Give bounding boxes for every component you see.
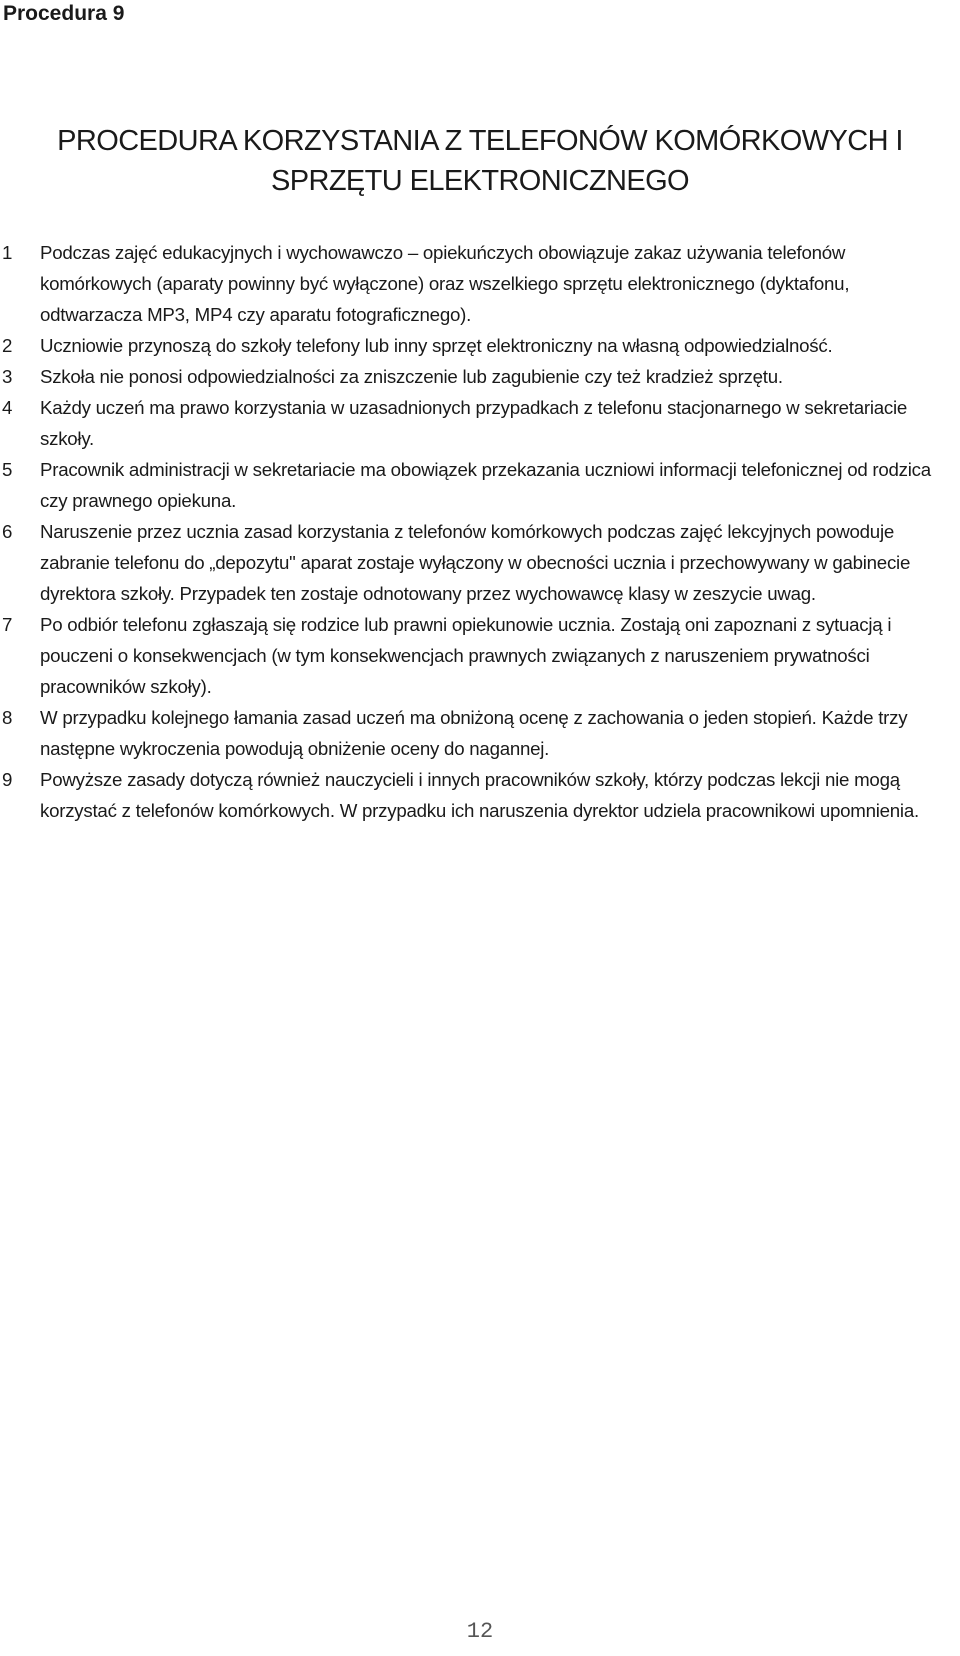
rule-text: Naruszenie przez ucznia zasad korzystania z telefonów komórkowych podczas zajęć lekcyjnych powoduje zabranie telefonu do „depozytu" aparat zostaje wyłączony w obecności ucznia i przechowywany w gabinecie dyrektora szkoły. Przypadek ten zostaje odnotowany przez wychowawcę klasy w zeszycie uwag.: [40, 521, 911, 604]
rule-item: [0, 361, 960, 392]
rule-item: [0, 609, 960, 702]
rule-text: Uczniowie przynoszą do szkoły telefony lub inny sprzęt elektroniczny na własną odpowiedzialność.: [40, 335, 833, 356]
document-title-line-2: SPRZĘTU ELEKTRONICZNEGO: [270, 165, 690, 197]
rule-text: Podczas zajęć edukacyjnych i wychowawczo – opiekuńczych obowiązuje zakaz używania telefonów komórkowych (aparaty powinny być wyłączone) oraz wszelkiego sprzętu elektronicznego (dyktafonu, odtwarzacza MP3, MP4 czy aparatu fotograficznego).: [40, 242, 850, 325]
rule-number: 5: [2, 459, 13, 480]
rule-text: W przypadku kolejnego łamania zasad uczeń ma obniżoną ocenę z zachowania o jeden stopień. Każde trzy następne wykroczenia powodują obniżenie oceny do nagannej.: [40, 707, 908, 759]
document-title: [0, 121, 960, 201]
rule-text: Powyższe zasady dotyczą również nauczycieli i innych pracowników szkoły, którzy podczas lekcji nie mogą korzystać z telefonów komórkowych. W przypadku ich naruszenia dyrektor udziela pracownikowi upomnienia.: [40, 769, 919, 821]
rule-number: 7: [2, 614, 13, 635]
document-title-line-1: PROCEDURA KORZYSTANIA Z TELEFONÓW KOMÓRKOWYCH I: [57, 125, 903, 157]
rule-number: 1: [2, 242, 13, 263]
rule-number: 4: [2, 397, 13, 418]
rule-text: Szkoła nie ponosi odpowiedzialności za zniszczenie lub zagubienie czy też kradzież sprzętu.: [40, 366, 783, 387]
rule-item: [0, 702, 960, 764]
procedure-label: Procedura 9: [3, 2, 125, 25]
rule-number: 8: [2, 707, 13, 728]
rule-item: [0, 392, 960, 454]
rule-text: Każdy uczeń ma prawo korzystania w uzasadnionych przypadkach z telefonu stacjonarnego w sekretariacie szkoły.: [40, 397, 908, 449]
rule-number: 3: [2, 366, 13, 387]
rule-item: [0, 237, 960, 330]
rule-text: Pracownik administracji w sekretariacie ma obowiązek przekazania uczniowi informacji telefonicznej od rodzica czy prawnego opiekuna.: [40, 459, 931, 511]
rule-text: Po odbiór telefonu zgłaszają się rodzice lub prawni opiekunowie ucznia. Zostają oni zapoznani z sytuacją i pouczeni o konsekwencjach (w tym konsekwencjach prawnych związanych z naruszeniem prywatności pracowników szkoły).: [40, 614, 892, 697]
rule-item: [0, 516, 960, 609]
rule-number: 6: [2, 521, 13, 542]
rule-number: 9: [2, 769, 13, 790]
page-number: 12: [466, 1619, 494, 1644]
rule-item: [0, 454, 960, 516]
rule-item: [0, 764, 960, 826]
rule-number: 2: [2, 335, 13, 356]
rule-item: [0, 330, 960, 361]
rules-list: [0, 237, 960, 826]
